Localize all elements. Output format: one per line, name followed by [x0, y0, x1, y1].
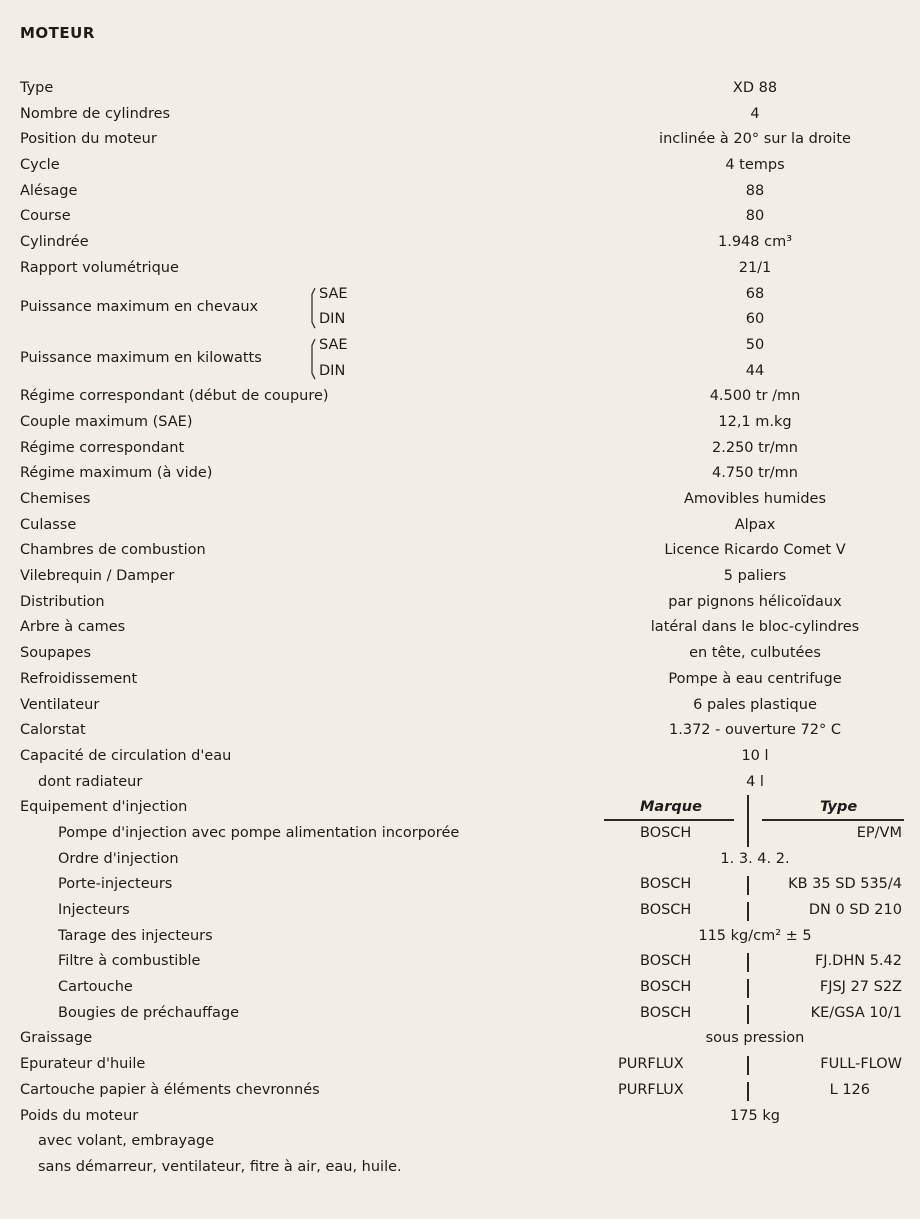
injection-header-row: [0, 795, 920, 821]
brand-cell: BOSCH: [640, 902, 692, 919]
spec-value: en tête, culbutées: [689, 645, 821, 662]
brand-cell: PURFLUX: [618, 1056, 684, 1073]
spec-row: [0, 538, 920, 564]
spec-label: Régime correspondant (début de coupure): [20, 388, 329, 405]
spec-row: [0, 410, 920, 436]
power-hp-row: [0, 282, 920, 333]
spec-row: [0, 770, 920, 796]
type-cell: EP/VM: [856, 824, 902, 841]
weight-note-row: [0, 1129, 920, 1155]
spec-label: Bougies de préchauffage: [58, 1004, 240, 1021]
spec-label: Cartouche: [58, 979, 133, 996]
spec-label: Porte-injecteurs: [58, 876, 173, 893]
spec-row: [0, 487, 920, 513]
spec-value: XD 88: [732, 80, 778, 96]
column-separator: [747, 876, 749, 895]
spec-row: [0, 153, 920, 179]
type-cell: FJSJ 27 S2Z: [819, 979, 902, 996]
spec-value: Alpax: [734, 516, 776, 533]
spec-row: [0, 641, 920, 667]
spec-row: [0, 693, 920, 719]
spec-row: [0, 615, 920, 641]
spec-row: [0, 256, 920, 282]
spec-row: [0, 564, 920, 590]
spec-value: 1. 3. 4. 2.: [720, 850, 790, 867]
spec-row: [0, 744, 920, 770]
power-kw-label: Puissance maximum en kilowatts: [20, 349, 262, 366]
weight-row: [0, 1104, 920, 1130]
weight-note: sans démarreur, ventilateur, fitre à air, eau, huile.: [38, 1158, 402, 1175]
spec-value: Pompe à eau centrifuge: [668, 670, 842, 687]
spec-value: par pignons hélicoïdaux: [668, 593, 842, 610]
spec-value: 4 l: [746, 773, 764, 790]
spec-list: [0, 76, 920, 1181]
power-hp-din-value: 60: [745, 311, 765, 328]
spec-value: 10 l: [741, 747, 769, 764]
brand-cell: BOSCH: [640, 1004, 692, 1021]
brand-cell: BOSCH: [640, 824, 692, 841]
spec-row: [0, 590, 920, 616]
injectors-row: [0, 898, 920, 924]
type-cell: FULL-FLOW: [820, 1056, 902, 1073]
spec-value: 2.250 tr/mn: [712, 439, 798, 456]
power-kw-row: [0, 333, 920, 384]
spec-value: 1.948 cm³: [717, 234, 793, 251]
spec-value: 12,1 m.kg: [718, 413, 792, 430]
spec-value: 80: [745, 208, 765, 225]
spec-label: Vilebrequin / Damper: [20, 568, 175, 585]
spec-row: [0, 461, 920, 487]
weight-note-row: [0, 1155, 920, 1181]
column-separator: [747, 1056, 749, 1075]
column-separator: [747, 902, 749, 921]
spec-label: Injecteurs: [58, 902, 130, 919]
spec-value: latéral dans le bloc-cylindres: [650, 619, 860, 636]
spec-label: Type: [20, 80, 54, 96]
spec-value: inclinée à 20° sur la droite: [659, 131, 851, 148]
spec-value: 21/1: [738, 259, 772, 276]
brand-cell: PURFLUX: [618, 1081, 684, 1098]
spec-value: Amovibles humides: [683, 491, 827, 508]
spec-value: 6 pales plastique: [693, 696, 817, 713]
spec-row: [0, 513, 920, 539]
spec-label: Ordre d'injection: [58, 850, 179, 867]
injection-label: Equipement d'injection: [20, 799, 188, 816]
type-cell: KE/GSA 10/1: [810, 1004, 902, 1021]
spec-value: sous pression: [705, 1030, 805, 1047]
section-title: MOTEUR: [20, 24, 95, 42]
spec-value: 88: [745, 182, 765, 199]
spec-row: [0, 76, 920, 102]
column-separator: [747, 1005, 749, 1024]
column-separator: [747, 1082, 749, 1101]
brace-icon: [305, 333, 319, 384]
spec-label: Alésage: [20, 182, 78, 199]
spec-label: Nombre de cylindres: [20, 105, 171, 122]
power-kw-din-value: 44: [745, 362, 765, 379]
oil-cartridge-row: [0, 1078, 920, 1104]
power-kw-sae-label: SAE: [319, 336, 348, 353]
power-hp-label: Puissance maximum en chevaux: [20, 298, 259, 315]
spec-value: 115 kg/cm² ± 5: [698, 927, 812, 944]
spec-label: Couple maximum (SAE): [20, 413, 193, 430]
spec-label: Distribution: [20, 593, 105, 610]
brand-cell: BOSCH: [640, 876, 692, 893]
type-cell: FJ.DHN 5.42: [814, 953, 902, 970]
spec-value: Licence Ricardo Comet V: [664, 542, 846, 559]
weight-note: avec volant, embrayage: [38, 1133, 215, 1150]
spec-label: Arbre à cames: [20, 619, 126, 636]
spec-value: 4 temps: [725, 157, 785, 174]
glow-plugs-row: [0, 1001, 920, 1027]
power-hp-sae-value: 68: [745, 285, 765, 302]
injection-order-row: [0, 847, 920, 873]
spec-value: 4.750 tr/mn: [712, 465, 798, 482]
fuel-filter-row: [0, 949, 920, 975]
spec-label: Cylindrée: [20, 234, 89, 251]
spec-label: Filtre à combustible: [58, 953, 201, 970]
oil-filter-row: [0, 1052, 920, 1078]
brand-cell: BOSCH: [640, 953, 692, 970]
spec-label: Calorstat: [20, 722, 86, 739]
column-separator: [747, 979, 749, 998]
type-cell: KB 35 SD 535/4: [788, 876, 902, 893]
col-header-marque: Marque: [640, 799, 702, 816]
spec-value: 1.372 - ouverture 72° C: [669, 722, 841, 739]
power-hp-sae-label: SAE: [319, 285, 348, 302]
spec-row: [0, 436, 920, 462]
spec-label: Ventilateur: [20, 696, 100, 713]
tarage-row: [0, 924, 920, 950]
spec-row: [0, 384, 920, 410]
spec-label: Refroidissement: [20, 670, 138, 687]
column-separator: [747, 953, 749, 972]
spec-label: Chambres de combustion: [20, 542, 206, 559]
spec-label: Course: [20, 208, 71, 225]
spec-label: Capacité de circulation d'eau: [20, 747, 232, 764]
spec-label: Graissage: [20, 1030, 93, 1047]
spec-value: 175 kg: [730, 1107, 780, 1124]
spec-row: [0, 718, 920, 744]
spec-value: 4.500 tr /mn: [709, 388, 801, 405]
spec-label: Soupapes: [20, 645, 92, 662]
spec-value: 5 paliers: [723, 568, 787, 585]
spec-value: 4: [750, 105, 760, 122]
brand-cell: BOSCH: [640, 979, 692, 996]
injector-holders-row: [0, 872, 920, 898]
power-kw-din-label: DIN: [319, 362, 346, 379]
spec-label: Rapport volumétrique: [20, 259, 179, 276]
spec-label: dont radiateur: [38, 773, 143, 790]
spec-label: Chemises: [20, 491, 91, 508]
spec-label: Poids du moteur: [20, 1107, 139, 1124]
spec-row: [0, 179, 920, 205]
spec-row: [0, 230, 920, 256]
spec-label: Tarage des injecteurs: [58, 927, 213, 944]
power-kw-sae-value: 50: [745, 336, 765, 353]
power-hp-din-label: DIN: [319, 311, 346, 328]
spec-label: Pompe d'injection avec pompe alimentation incorporée: [58, 824, 460, 841]
type-cell: DN 0 SD 210: [808, 902, 902, 919]
spec-row: [0, 667, 920, 693]
spec-label: Régime correspondant: [20, 439, 185, 456]
brace-icon: [305, 282, 319, 333]
spec-label: Cycle: [20, 157, 60, 174]
spec-label: Culasse: [20, 516, 77, 533]
col-header-type: Type: [820, 799, 858, 816]
cartridge-row: [0, 975, 920, 1001]
spec-row: [0, 102, 920, 128]
spec-row: [0, 127, 920, 153]
spec-label: Régime maximum (à vide): [20, 465, 213, 482]
spec-label: Epurateur d'huile: [20, 1056, 146, 1073]
spec-label: Cartouche papier à éléments chevronnés: [20, 1081, 320, 1098]
spec-label: Position du moteur: [20, 131, 157, 148]
injection-pump-row: [0, 821, 920, 847]
type-cell: L 126: [829, 1081, 870, 1098]
spec-row: [0, 204, 920, 230]
lubrication-row: [0, 1026, 920, 1052]
